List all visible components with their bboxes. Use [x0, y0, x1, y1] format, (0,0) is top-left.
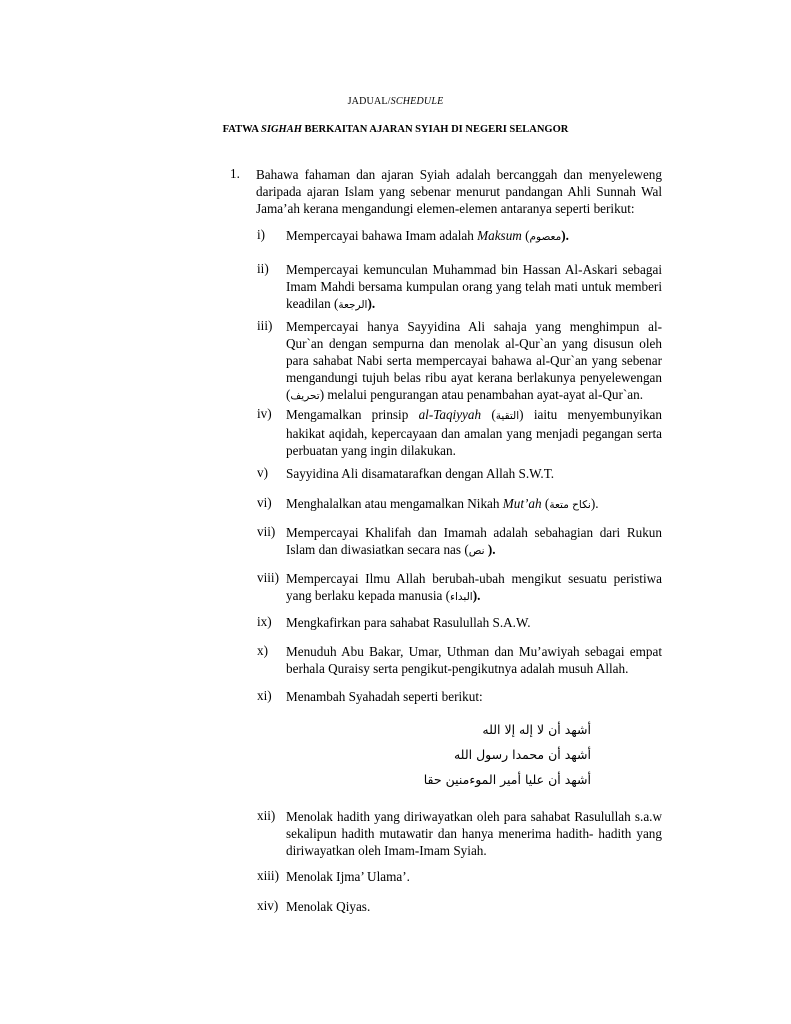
item-number: vi)	[257, 495, 272, 510]
item-text	[286, 570, 662, 606]
item-text-post: ) melalui pengurangan atau penambahan ayat-ayat al-Qur`an.	[319, 387, 644, 402]
item-text-pre: Mempercayai bahawa Imam adalah	[286, 228, 478, 243]
item-number: x)	[257, 643, 268, 658]
title-part-2: SIGHAH	[261, 124, 302, 135]
item-number: ii)	[257, 261, 269, 276]
shahada-line: أشهد أن محمدا رسول الله	[453, 747, 591, 762]
item-text: Menambah Syahadah seperti berikut:	[286, 689, 483, 704]
item-text: Sayyidina Ali disamatarafkan dengan Allah S.W.T.	[286, 466, 555, 481]
title-part-3: BERKAITAN AJARAN SYIAH DI NEGERI SELANGOR	[301, 124, 569, 135]
item-text-pre: Mempercayai Khalifah dan Imamah adalah sebahagian dari Rukun Islam dan diwasiatkan secara nas (	[286, 525, 662, 557]
item-number: xii)	[257, 808, 276, 823]
item-text-mid: (	[481, 407, 496, 422]
item-arabic-term: البداء	[450, 591, 473, 603]
schedule-header	[0, 96, 791, 107]
item-text: Mengkafirkan para sahabat Rasulullah S.A.W.	[286, 615, 531, 630]
item-text: Menuduh Abu Bakar, Umar, Uthman dan Mu’awiyah sebagai empat berhala Quraisy serta pengikut-pengikutnya adalah musuh Allah.	[286, 644, 662, 676]
item-number: xiii)	[257, 868, 279, 883]
item-arabic-term: الرجعة	[338, 299, 368, 311]
item-text	[286, 406, 662, 459]
item-text-post: ).	[561, 228, 569, 243]
item-text	[286, 524, 662, 560]
item-text-pre: Mempercayai hanya Sayyidina Ali sahaja yang menghimpun al- Qur`an dengan sempurna dan menolak al-Qur`an yang disusun oleh para sahabat Nabi serta mempercayai bahawa al-Qur`an yang sebenar mengandungi tujuh belas ribu ayat kerana berlakunya penyelewengan (	[286, 319, 662, 402]
item-text-post: ).	[484, 542, 496, 557]
item-number: i)	[257, 227, 266, 242]
item-arabic-term: نص	[468, 545, 485, 557]
item-text-post: ) iaitu menyembunyikan hakikat aqidah, kepercayaan dan amalan yang menjadi pegangan serta perbuatan yang ingin dilakukan.	[286, 407, 662, 458]
item-number: xi)	[257, 688, 272, 703]
item-number: iii)	[257, 318, 273, 333]
item-number: iv)	[257, 406, 272, 421]
item-number: xiv)	[257, 898, 279, 913]
item-text-pre: Menghalalkan atau mengamalkan Nikah	[286, 496, 503, 511]
item-text	[286, 261, 662, 314]
item-text	[286, 495, 662, 514]
item-arabic-term: نكاح متعة	[549, 499, 591, 511]
item-number: ix)	[257, 614, 272, 629]
item-text-pre: Mempercayai kemunculan Muhammad bin Hassan Al-Askari sebagai Imam Mahdi bersama kumpulan orang yang telah mati untuk memberi keadilan (	[286, 262, 662, 311]
intro-text: Bahawa fahaman dan ajaran Syiah adalah bercanggah dan menyeleweng daripada ajaran Islam yang sebenar menurut pandangan Ahli Sunnah Wal Jama’ah kerana mengandungi elemen-elemen antaranya seperti berikut:	[256, 167, 662, 216]
item-number: v)	[257, 465, 268, 480]
item-text-italic: Maksum	[477, 228, 522, 243]
item-text	[286, 227, 662, 246]
item-text-pre: Mempercayai Ilmu Allah berubah-ubah mengikut sesuatu peristiwa yang berlaku kepada manusia (	[286, 571, 662, 603]
item-text: Menolak Ijma’ Ulama’.	[286, 869, 410, 884]
item-arabic-term: معصوم	[529, 231, 562, 243]
title-part-1: FATWA	[222, 124, 262, 135]
item-text-pre: Mengamalkan prinsip	[286, 407, 419, 422]
item-number: vii)	[257, 524, 276, 539]
item-text-mid: (	[541, 496, 550, 511]
schedule-label-italic: SCHEDULE	[390, 96, 444, 107]
document-title	[0, 124, 791, 135]
item-text-mid: (	[521, 228, 530, 243]
item-arabic-term: تحريف	[290, 390, 320, 402]
item-arabic-term: التقية	[495, 410, 520, 422]
item-text-italic: al-Taqiyyah	[418, 407, 482, 422]
item-number: viii)	[257, 570, 279, 585]
item-text-post: ).	[472, 588, 481, 603]
item-text-post: ).	[590, 496, 599, 511]
shahada-line: أشهد أن عليا أمير الموءمنين حقا	[423, 772, 591, 787]
item-text	[286, 318, 662, 405]
schedule-label: JADUAL/	[347, 96, 391, 107]
intro-number: 1.	[230, 166, 240, 181]
item-text-italic: Mut’ah	[502, 496, 542, 511]
item-text: Menolak hadith yang diriwayatkan oleh para sahabat Rasulullah s.a.w sekalipun hadith mutawatir dan hanya menerima hadith- hadith yang diriwayatkan oleh Imam-Imam Syiah.	[286, 809, 662, 858]
shahada-line: أشهد أن لا إله إلا الله	[482, 722, 591, 737]
item-text: Menolak Qiyas.	[286, 899, 371, 914]
item-text-post: ).	[367, 296, 376, 311]
